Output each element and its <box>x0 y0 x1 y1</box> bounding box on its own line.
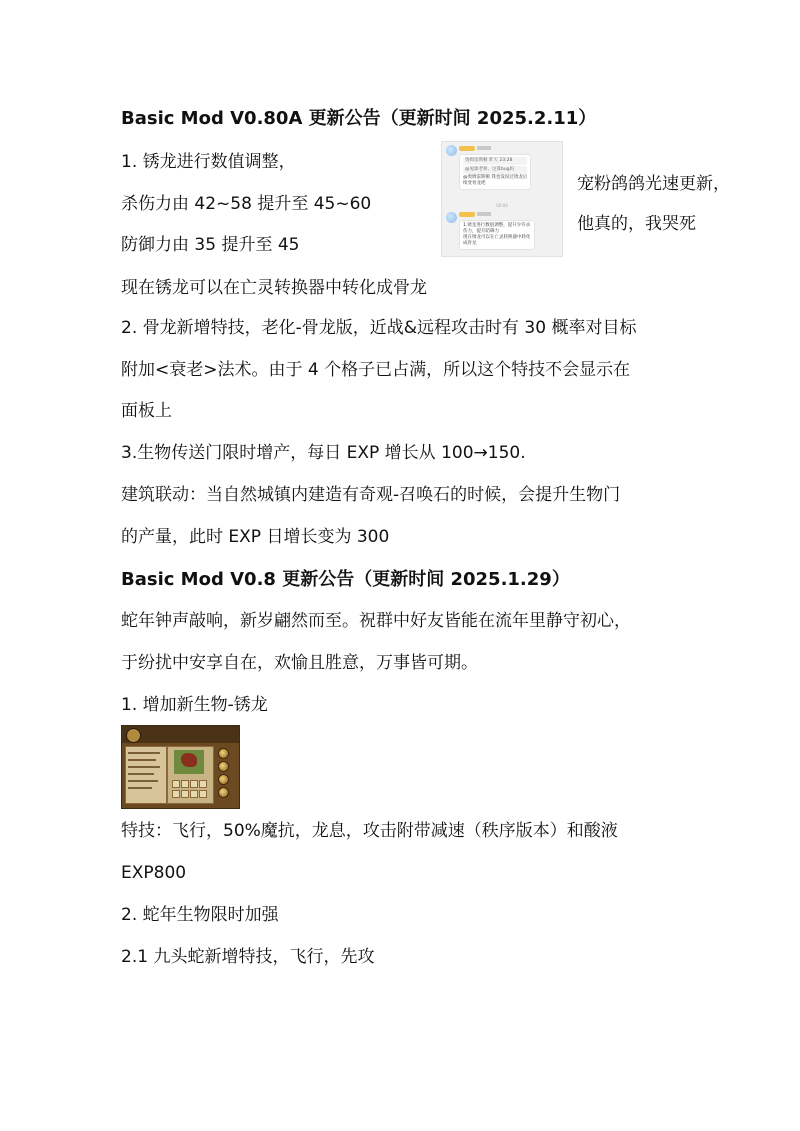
ability-slot <box>190 790 198 798</box>
ability-slot <box>172 790 180 798</box>
body-line: 1. 锈龙进行数值调整， <box>121 152 296 172</box>
message-text: 成骨龙 <box>463 241 477 246</box>
body-line: 2. 骨龙新增特技，老化-骨龙版，近战&远程攻击时有 30 概率对目标 <box>121 318 637 338</box>
body-line: 的产量，此时 EXP 日增长变为 300 <box>121 527 390 547</box>
chat-bubble <box>459 220 535 250</box>
ability-slot <box>190 780 198 788</box>
orb-icon <box>218 748 229 759</box>
quote-header: 奥姆雷斯顿 昨天 23:28 <box>463 157 527 165</box>
name-tag <box>459 212 475 217</box>
stat-line <box>128 787 152 789</box>
rust-dragon-sprite <box>181 753 197 767</box>
avatar <box>446 145 457 156</box>
quote-text: @兔球老师，这算bug吗 <box>463 166 527 174</box>
stat-line <box>128 759 156 761</box>
body-line: 防御力由 35 提升至 45 <box>121 235 300 255</box>
stat-line <box>128 780 158 782</box>
body-line: 现在锈龙可以在亡灵转换器中转化成骨龙 <box>121 278 427 298</box>
side-note-line: 宠粉鸽鸽光速更新， <box>577 174 730 194</box>
name-placeholder <box>477 212 491 216</box>
name-placeholder <box>477 146 491 150</box>
orb-icon <box>218 787 229 798</box>
message-text: 续变骨龙吧 <box>463 181 486 186</box>
body-line: 3.生物传送门限时增产，每日 EXP 增长从 100→150. <box>121 443 526 463</box>
body-line: EXP800 <box>121 863 187 883</box>
body-line: 于纷扰中安享自在，欢愉且胜意，万事皆可期。 <box>121 653 478 673</box>
avatar <box>446 212 457 223</box>
section-title-v08: Basic Mod V0.8 更新公告（更新时间 2025.1.29） <box>121 569 570 590</box>
message-text: 现在锈龙可以在亡灵转换器中转化 <box>463 235 531 240</box>
orb-icon <box>218 774 229 785</box>
ability-slot <box>199 780 207 788</box>
body-line: 2. 蛇年生物限时加强 <box>121 905 279 925</box>
ability-slot <box>199 790 207 798</box>
body-line: 建筑联动：当自然城镇内建造有奇观-召唤石的时候，会提升生物门 <box>121 485 621 505</box>
stat-line <box>128 752 160 754</box>
stat-line <box>128 766 160 768</box>
message-text: 1.锈龙进行数值调整，提升少许杀 <box>463 223 531 228</box>
chat-timestamp: 00:04 <box>496 203 508 208</box>
stats-panel <box>125 746 167 804</box>
chat-screenshot <box>441 141 563 257</box>
message-text: @奥姆雷斯顿 我也没说过锈龙后 <box>463 175 528 180</box>
body-line: 2.1 九头蛇新增特技，飞行，先攻 <box>121 947 375 967</box>
game-screenshot <box>121 725 240 809</box>
ability-slot <box>172 780 180 788</box>
body-line: 杀伤力由 42~58 提升至 45~60 <box>121 194 372 214</box>
body-line: 特技：飞行，50%魔抗，龙息，攻击附带减速（秩序版本）和酸液 <box>121 821 618 841</box>
ability-slot <box>181 780 189 788</box>
body-line: 面板上 <box>121 401 172 421</box>
creature-portrait <box>126 728 141 743</box>
stat-line <box>128 773 154 775</box>
side-note-line: 他真的，我哭死 <box>577 214 696 234</box>
body-line: 蛇年钟声敲响，新岁翩然而至。祝群中好友皆能在流年里静守初心， <box>121 611 631 631</box>
body-line: 附加<衰老>法术。由于 4 个格子已占满，所以这个特技不会显示在 <box>121 360 631 380</box>
message-text: 伤力，提升防御力 <box>463 229 499 234</box>
chat-bubble <box>459 154 531 190</box>
orb-icon <box>218 761 229 772</box>
body-line: 1. 增加新生物-锈龙 <box>121 695 268 715</box>
name-tag <box>459 146 475 151</box>
section-title-v080a: Basic Mod V0.80A 更新公告（更新时间 2025.2.11） <box>121 108 597 129</box>
ability-slot <box>181 790 189 798</box>
